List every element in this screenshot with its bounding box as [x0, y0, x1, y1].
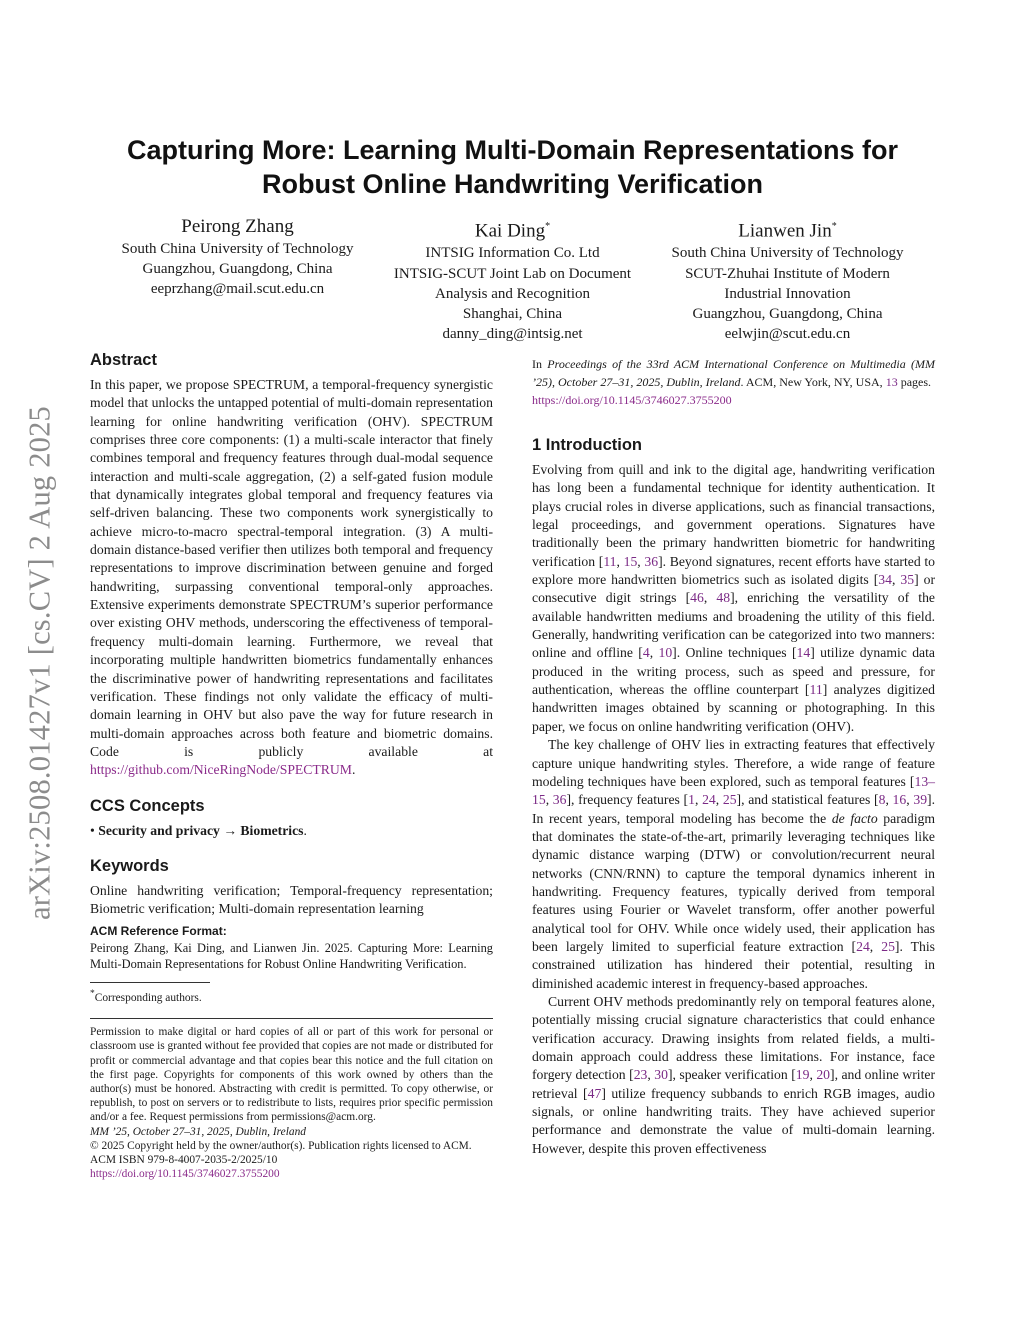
- ccs-heading: CCS Concepts: [90, 796, 205, 815]
- citation-ref[interactable]: 47: [587, 1085, 602, 1101]
- paragraph-text: ,: [545, 792, 553, 808]
- intro-paragraph-3: [532, 993, 935, 1158]
- permission-isbn: ACM ISBN 979-8-4007-2035-2/2025/10: [90, 1154, 278, 1167]
- citation-ref[interactable]: 1: [688, 792, 695, 808]
- citation-ref[interactable]: 35: [900, 572, 915, 588]
- author-email: danny_ding@intsig.net: [442, 326, 583, 343]
- author-location: Guangzhou, Guangdong, China: [692, 305, 883, 322]
- paragraph-text: ] analyzes digitized handwritten images obtained by scanning or photographing. In this paper, we focus on online handwriting verification (OHV).: [532, 682, 935, 734]
- permission-doi-link[interactable]: https://doi.org/10.1145/3746027.3755200: [90, 1168, 280, 1181]
- citation-ref[interactable]: 30: [654, 1067, 668, 1083]
- intro-paragraph-2: [532, 736, 935, 993]
- author-block: [640, 215, 935, 344]
- right-column: [532, 355, 935, 1158]
- keywords-heading: Keywords: [90, 856, 169, 875]
- citation-ref[interactable]: 11: [603, 553, 617, 569]
- citation-ref[interactable]: 34: [878, 572, 892, 588]
- paragraph-text: ], speaker verification [: [667, 1067, 796, 1083]
- keywords-text: Online handwriting verification; Temporal-frequency representation; Biometric verification; Multi-domain representation learning: [90, 882, 493, 916]
- paragraph-text: ,: [694, 792, 703, 808]
- author-email: eeprzhang@mail.scut.edu.cn: [150, 281, 325, 298]
- abstract-heading: Abstract: [90, 351, 157, 369]
- paragraph-text: Evolving from quill and ink to the digital age, handwriting verification has long been a fundamental technique for identity authentication. It plays crucial roles in diverse applications, such as financial transactions, legal proceedings, and government operations. Signatures have traditionally been the primary handwritten biometric for handwriting verification [: [532, 462, 935, 569]
- author-affiliation: SCUT-Zhuhai Institute of Modern: [685, 265, 890, 282]
- author-affiliation: INTSIG Information Co. Ltd: [425, 245, 600, 262]
- proceedings-doi-link[interactable]: https://doi.org/10.1145/3746027.3755200: [532, 393, 732, 407]
- permission-copyright: © 2025 Copyright held by the owner/author(s). Publication rights licensed to ACM.: [90, 1139, 472, 1152]
- permission-rule: [90, 1018, 493, 1019]
- paragraph-text: ,: [637, 553, 645, 569]
- citation-ref[interactable]: 14: [796, 645, 811, 661]
- paragraph-text: The key challenge of OHV lies in extracting features that effectively capture unique handwriting styles. Therefore, a wide range of feature modeling techniques have been explored, such as temporal features [: [532, 737, 935, 789]
- paragraph-text: ,: [809, 1067, 817, 1083]
- paragraph-text: ]. In recent years, temporal modeling has become the: [532, 792, 936, 826]
- paragraph-text: ], enriching the versatility of the available handwritten mediums and broadening the utility of this field. Generally, handwriting verification can be categorized into two manners: online and offline [: [532, 590, 935, 661]
- author-name: Lianwen Jin*: [738, 220, 837, 242]
- citation-ref[interactable]: 11: [809, 682, 823, 698]
- paragraph-text: ] utilize frequency subbands to enrich RGB images, audio signals, or online handwriting traits. They have achieved superior performance and demonstrate the value of multi-domain learning. However, despite this proven effectiveness: [532, 1085, 935, 1156]
- author-name: Kai Ding*: [474, 220, 551, 242]
- citation-ref[interactable]: 24: [702, 792, 716, 808]
- author-location: Shanghai, China: [462, 305, 563, 322]
- paragraph-text: ]. Beyond signatures, recent efforts have started to explore more handwritten biometrics such as isolated digits [: [532, 553, 936, 588]
- author-block: [90, 215, 385, 300]
- arxiv-identifier: [20, 375, 60, 950]
- code-link[interactable]: https://github.com/NiceRingNode/SPECTRUM: [90, 762, 352, 778]
- paragraph-text: ], and statistical features [: [736, 792, 879, 808]
- citation-ref[interactable]: 39: [913, 792, 928, 808]
- corresponding-mark: *: [545, 221, 551, 232]
- paragraph-text: ]. Online techniques [: [672, 645, 797, 661]
- citation-ref[interactable]: 4: [642, 645, 650, 661]
- citation-ref[interactable]: 16: [892, 792, 907, 808]
- paragraph-text: ,: [715, 792, 723, 808]
- citation-ref[interactable]: 25: [881, 938, 895, 954]
- author-affiliation: South China University of Technology: [121, 241, 354, 257]
- paragraph-text: ,: [891, 572, 901, 588]
- left-column: [90, 350, 493, 1181]
- paragraph-text: ,: [869, 938, 882, 954]
- citation-ref[interactable]: 10: [658, 645, 673, 661]
- paragraph-text: ,: [703, 590, 717, 606]
- author-location: Guangzhou, Guangdong, China: [142, 261, 333, 278]
- arxiv-id-text: arXiv:2508.01427v1 [cs.CV] 2 Aug 2025: [22, 405, 57, 920]
- citation-ref[interactable]: 8: [878, 792, 886, 808]
- author-name: Peirong Zhang: [181, 216, 294, 237]
- paragraph-text: ] utilize dynamic data produced in the writing process, such as speed and pressure, for authentication, whereas the offline counterpart [: [532, 645, 935, 698]
- citation-ref[interactable]: 36: [644, 553, 659, 569]
- paragraph-text: ], and online writer retrieval [: [532, 1067, 936, 1101]
- citation-ref[interactable]: 13–15: [532, 773, 935, 808]
- citation-ref[interactable]: 24: [856, 938, 870, 954]
- intro-paragraph-1: [532, 461, 935, 736]
- footnote-rule: [90, 982, 210, 983]
- author-affiliation: South China University of Technology: [671, 245, 904, 262]
- paragraph-text: ,: [616, 553, 624, 569]
- citation-ref[interactable]: 20: [816, 1067, 831, 1083]
- citation-ref[interactable]: 19: [795, 1067, 810, 1083]
- author-affiliation: Analysis and Recognition: [435, 285, 590, 302]
- author-affiliation: INTSIG-SCUT Joint Lab on Document: [393, 265, 632, 282]
- ccs-concepts: • Security and privacy → Biometrics.: [90, 822, 307, 838]
- permission-text: Permission to make digital or hard copies of all or part of this work for personal or classroom use is granted without fee provided that copies are not made or distributed for profit or commercial advantage and that copies bear this notice and the full citation on the first page. Copyrights for components of this work owned by others than the author(s) must be honored. Abstracting with credit is permitted. To copy otherwise, or republish, to post on servers or to redistribute to lists, requires prior specific permission and/or a fee. Request permissions from permissions@acm.org.: [90, 1026, 493, 1124]
- corresponding-mark: *: [831, 221, 837, 232]
- permission-venue: MM ’25, October 27–31, 2025, Dublin, Ireland: [90, 1125, 306, 1138]
- citation-ref[interactable]: 36: [552, 792, 567, 808]
- emphasis: de facto: [831, 810, 878, 826]
- acm-reference-heading: ACM Reference Format:: [90, 924, 227, 939]
- footnote: *Corresponding authors.: [90, 989, 202, 1005]
- author-affiliation: Industrial Innovation: [724, 285, 851, 302]
- paragraph-text: ,: [906, 792, 914, 808]
- abstract-text: In this paper, we propose SPECTRUM, a temporal-frequency synergistic model that unlocks the untapped potential of multi-domain representation learning for online handwriting verification (OHV). SPECTRUM comprises three core components: (1) a multi-scale interactor that finely combines temporal and frequency features through dual-modal sequence interaction and multi-scale aggregation, (2) a self-gated fusion module that dynamically integrates global temporal and frequency features via self-driven balancing. These two components work synergistically to achieve micro-to-macro spectral-temporal integration. (3) A multi-domain distance-based verifier then utilizes both temporal and frequency representations to improve discrimination between genuine and forged handwriting, surpassing conventional temporal-only approaches. Extensive experiments demonstrate SPECTRUM’s superior performance over existing OHV methods, underscoring the effectiveness of temporal-frequency multi-domain learning. Furthermore, we reveal that incorporating multiple handwritten biometrics fundamentally enhances the discriminative power of handwriting representations and facilitates verification. These findings not only validate the efficacy of multi-domain learning in OHV but also pave the way for future research in multi-domain approaches across both feature and biometric domains. Code is publicly available at https://github.com/NiceRingNode/SPECTRUM.: [90, 377, 493, 778]
- paragraph-text: ] or consecutive digit strings [: [532, 572, 936, 606]
- citation-ref[interactable]: 25: [722, 792, 737, 808]
- paragraph-text: ,: [885, 792, 893, 808]
- paragraph-text: Current OHV methods predominantly rely on temporal features alone, potentially missing crucial signature characteristics that could enhance verification accuracy. Drawing insights from related fields, a multi-domain approach could address these limitations. For instance, face forgery detection [: [532, 993, 935, 1083]
- paragraph-text: ], frequency features [: [566, 792, 689, 808]
- author-block: [380, 215, 645, 344]
- proceedings-citation: In Proceedings of the 33rd ACM International Conference on Multimedia (MM ’25), October 27–31, 2025, Dublin, Ireland. ACM, New York, NY, USA, 13 pages. https://doi.org/10.1145/3746027.3755200: [532, 357, 935, 407]
- citation-ref[interactable]: 48: [716, 590, 731, 606]
- intro-heading: 1 Introduction: [532, 436, 642, 454]
- paper-title: Capturing More: Learning Multi-Domain Representations for Robust Online Handwriting Verification: [126, 135, 899, 199]
- paragraph-text: ]. This constrained utilization has hindered their potential, resulting in diminished academic interest in frequency-based approaches.: [532, 938, 935, 991]
- paragraph-text: ,: [647, 1067, 655, 1083]
- citation-ref[interactable]: 23: [633, 1067, 648, 1083]
- author-email: eelwjin@scut.edu.cn: [724, 326, 851, 343]
- paragraph-text: paradigm that dominates the state-of-the-art, primarily leveraging techniques like dynamic distance warping (DTW) or convolution/recurrent neural networks (CNN/RNN) to capture the temporal dynamics inherent in handwriting. Frequency features, typically derived from temporal features using Fourier or Wavelet transform, offer another powerful analytical tool for OHV. While once widely used, their application has been largely limited to superficial feature extraction [: [532, 810, 935, 954]
- acm-reference-text: Peirong Zhang, Kai Ding, and Lianwen Jin. 2025. Capturing More: Learning Multi-Domain Representations for Robust Online Handwriting Verification.: [90, 941, 493, 972]
- citation-ref[interactable]: 15: [623, 553, 638, 569]
- citation-ref[interactable]: 46: [690, 590, 704, 606]
- paragraph-text: ,: [649, 645, 659, 661]
